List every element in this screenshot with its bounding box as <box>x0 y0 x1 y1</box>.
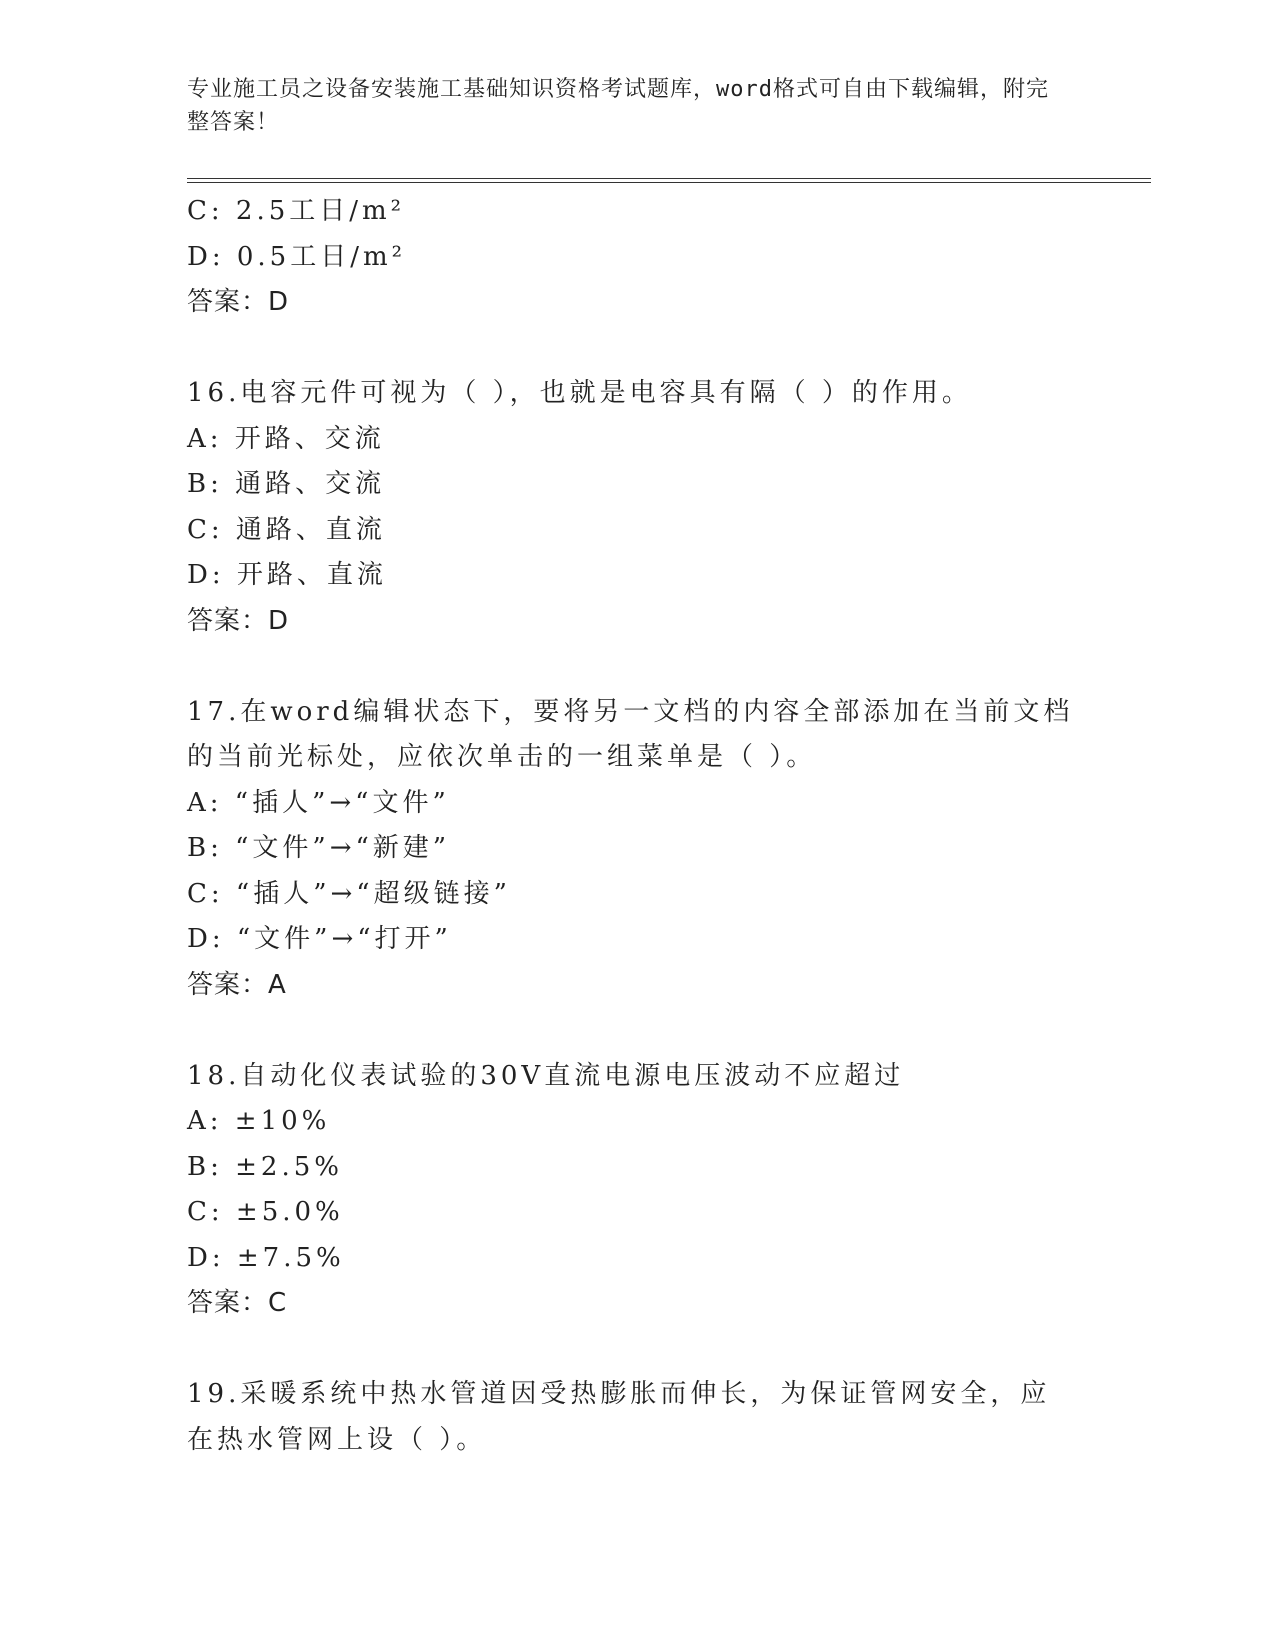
question-text: 16.电容元件可视为（ ），也就是电容具有隔（ ）的作用。 <box>187 378 972 408</box>
option-c: C: “插人”→“超级链接” <box>187 878 511 909</box>
option-d: D: ±7.5% <box>187 1242 345 1273</box>
option-a: A: ±10% <box>187 1106 331 1136</box>
page-header: 专业施工员之设备安装施工基础知识资格考试题库，word格式可自由下载编辑，附完整答案！ <box>187 77 1049 135</box>
option-a: A: 开路、交流 <box>187 423 385 454</box>
option-b: B: 通路、交流 <box>187 469 386 499</box>
option-a: A: “插人”→“文件” <box>187 787 450 818</box>
answer-17: 答案：A <box>187 969 287 1000</box>
option-b: B: “文件”→“新建” <box>187 833 451 863</box>
question-16 <box>187 371 1087 644</box>
question-text: 18.自动化仪表试验的30V直流电源电压波动不应超过 <box>187 1060 905 1091</box>
answer-16: 答案：D <box>187 605 290 636</box>
question-17 <box>187 690 1087 1009</box>
option-d: D: 开路、直流 <box>187 560 387 590</box>
answer-18: 答案：C <box>187 1288 288 1318</box>
question-19 <box>187 1372 1087 1463</box>
option-c: C: 2.5工日/m² <box>187 196 406 226</box>
header-divider-bottom <box>187 182 1151 183</box>
option-d: D: 0.5工日/m² <box>187 241 407 272</box>
option-c: C: 通路、直流 <box>187 514 386 545</box>
question-text: 17.在word编辑状态下，要将另一文档的内容全部添加在当前文档的当前光标处，应依次单击的一组菜单是（ ）。 <box>187 696 1074 772</box>
option-b: B: ±2.5% <box>187 1151 343 1182</box>
question-text: 19.采暖系统中热水管道因受热膨胀而伸长，为保证管网安全，应在热水管网上设（ ）。 <box>187 1379 1051 1455</box>
question-list <box>187 189 1087 1463</box>
option-d: D: “文件”→“打开” <box>187 924 452 954</box>
question-18 <box>187 1054 1087 1327</box>
header-divider-top <box>187 178 1151 179</box>
answer-15: 答案：D <box>187 287 290 317</box>
option-c: C: ±5.0% <box>187 1197 344 1227</box>
